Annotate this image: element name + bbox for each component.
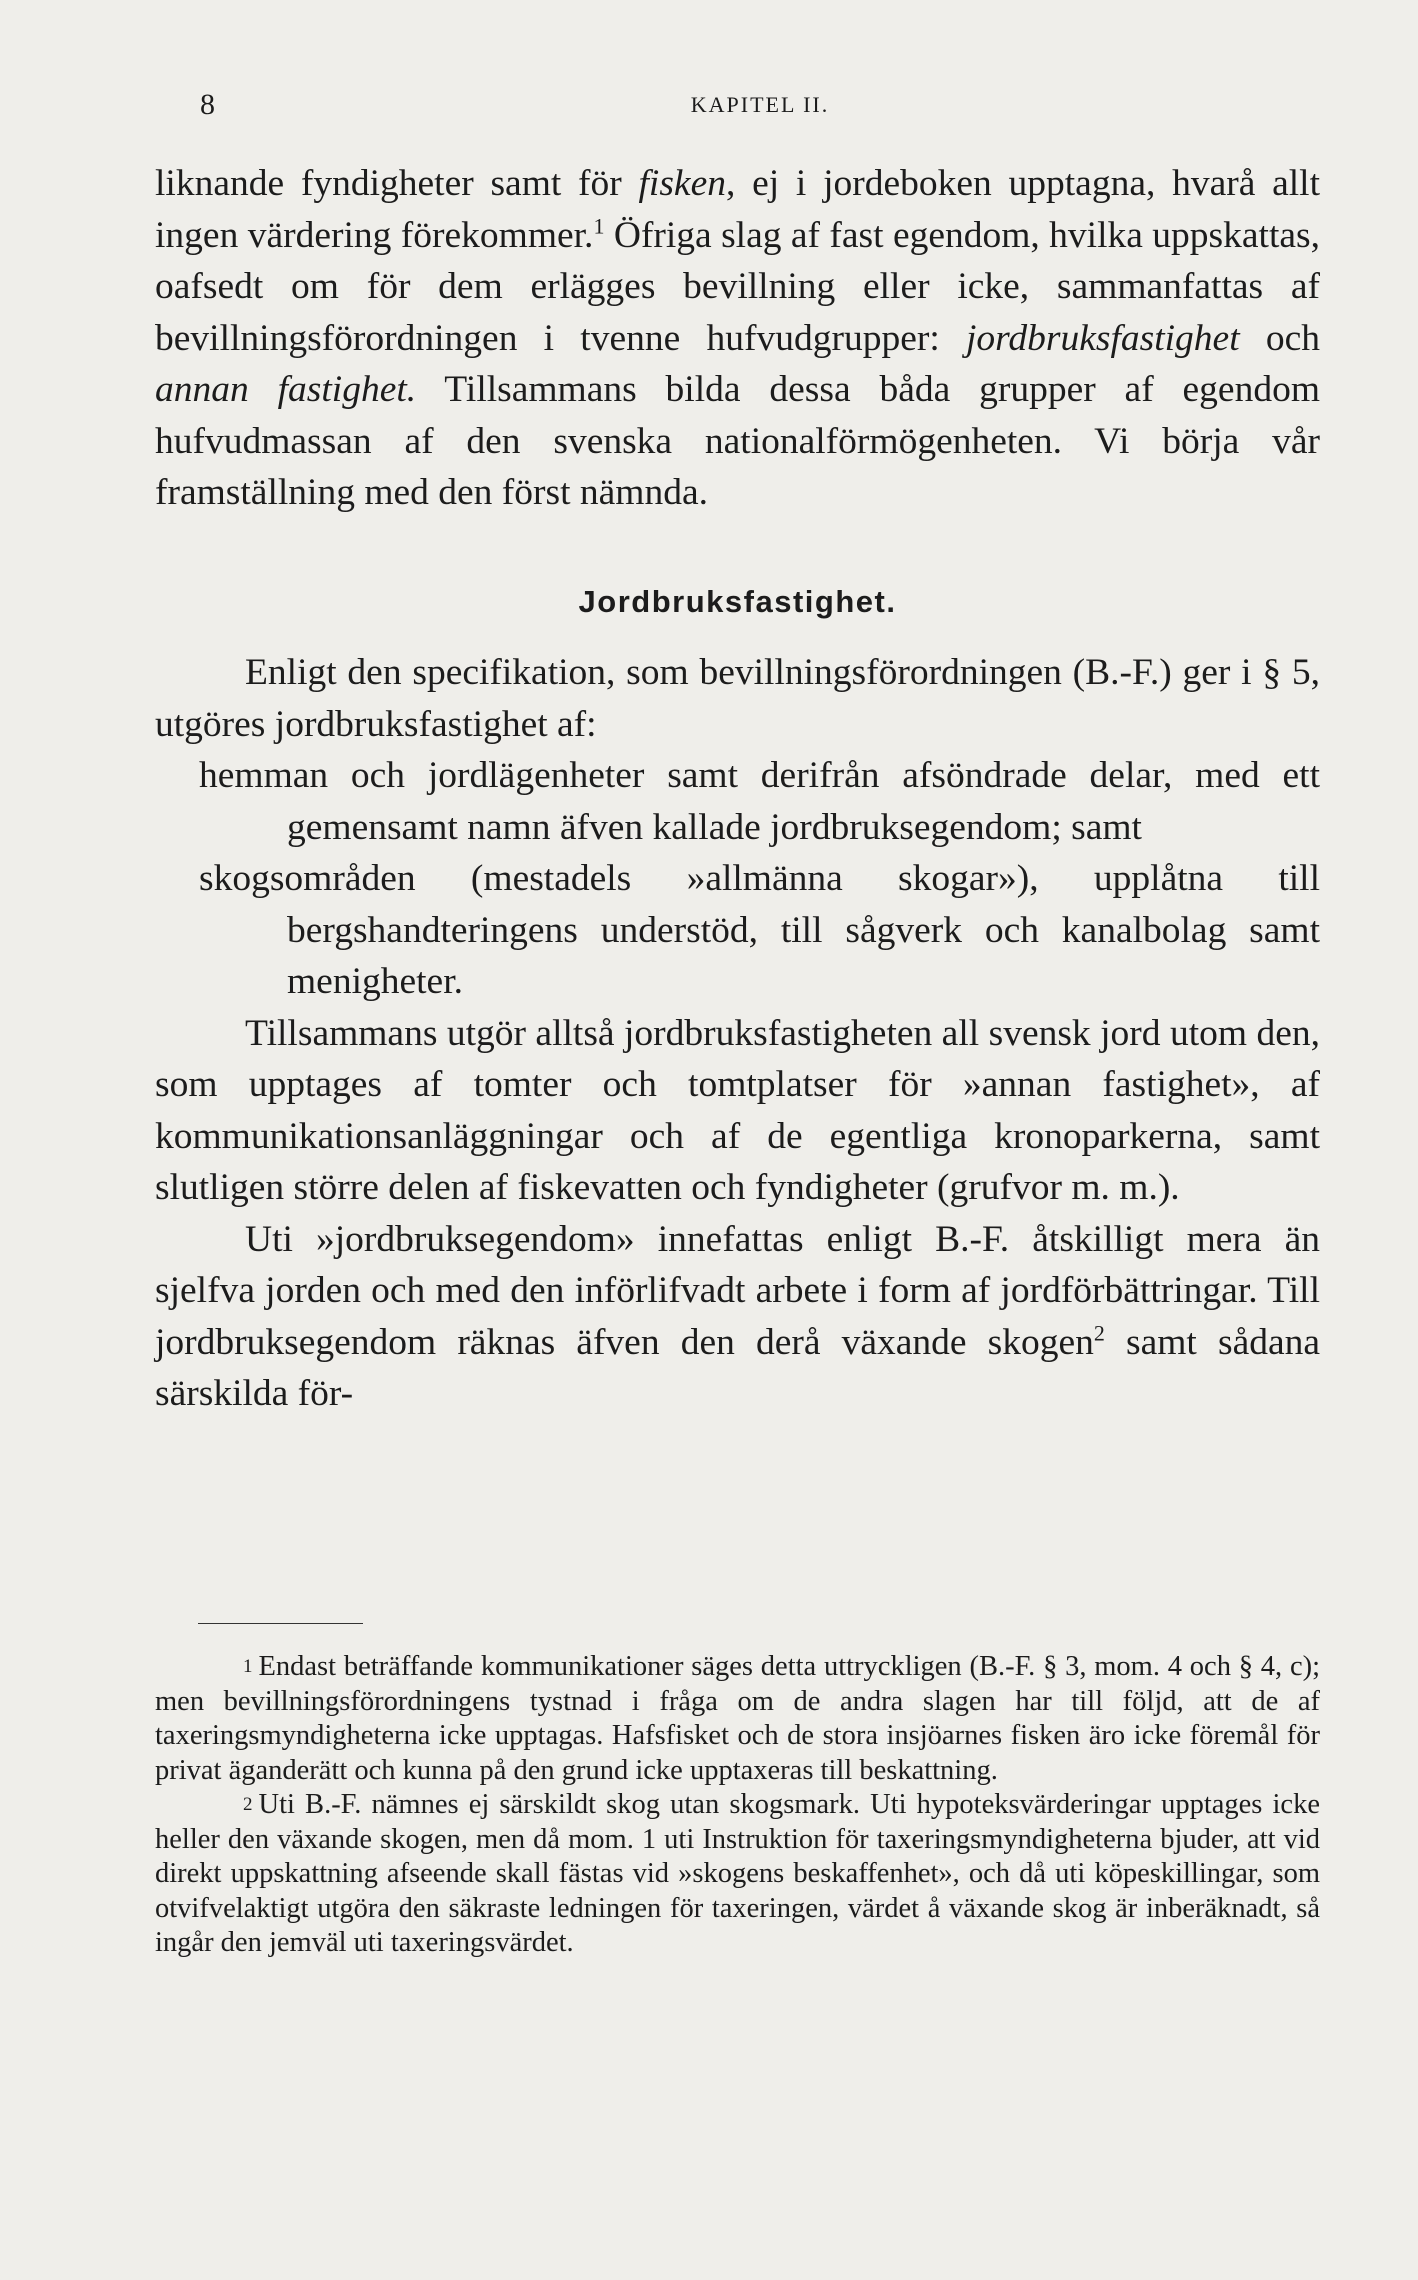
footnotes — [155, 1650, 1320, 1961]
main-text — [155, 158, 1320, 1420]
page-header — [200, 88, 1320, 128]
italic-term: fisken — [638, 163, 726, 204]
list-item: hemman och jordlägenheter samt derifrån afsöndrade delar, med ett gemensamt namn äfven kallade jordbruksegendom; samt — [199, 755, 1320, 848]
text-run: samt sådana särskilda för- — [155, 1321, 1320, 1414]
paragraph-specification: Enligt den specifikation, som bevillningsförordningen (B.-F.) ger i § 5, utgöres jordbruksfastighet af: — [155, 652, 1320, 745]
text-run: Öfriga slag af fast egendom, hvilka uppskattas, oafsedt om för dem erlägges bevillning eller icke, sammanfattas af bevillningsförordningen i tvenne hufvudgrupper: — [155, 214, 1320, 359]
footnote-text: Uti B.-F. nämnes ej särskildt skog utan skogsmark. Uti hypoteksvärderingar upptages icke heller den växande skogen, men då mom. 1 uti Instruktion för taxeringsmyndigheterna bjuder, att vid direkt uppskattning afseende skall fästas vid »skogens beskaffenhet», och då uti köpeskillingar, som otvifvelaktigt utgöra den säkraste ledningen för taxeringen, värdet å växande skog är inberäknadt, så ingår den jemväl uti taxeringsvärdet. — [155, 1789, 1320, 1958]
footnote — [155, 1650, 1320, 1788]
footnote-text: Endast beträffande kommunikationer säges detta uttryckligen (B.-F. § 3, mom. 4 och § 4, c); men bevillningsförordningens tystnad i fråga om de andra slagen har till följd, att de af taxeringsmyndigheterna icke upptagas. Hafsfisket och de stora insjöarnes fisken äro icke föremål för privat äganderätt och kunna på den grund icke upptaxeras till beskattning. — [155, 1651, 1320, 1786]
text-run: Uti »jordbruksegendom» innefattas enligt B.-F. åtskilligt mera än sjelfva jorden och med den införlifvadt arbete i form af jordförbättringar. Till jordbruksegendom räknas äfven den derå växande skogen — [155, 1218, 1320, 1363]
section-heading: Jordbruksfastighet. — [578, 583, 897, 619]
footnote-divider — [198, 1623, 363, 1624]
paragraph-egendom — [155, 1214, 1320, 1420]
italic-term: jordbruksfastighet — [966, 317, 1240, 359]
list-item: skogsområden (mestadels »allmänna skogar»), upplåtna till bergshandteringens understöd, till sågverk och kanalbolag samt menigheter. — [199, 858, 1320, 1002]
footnote — [155, 1788, 1320, 1961]
text-run: , ej i jordeboken upptagna, hvarå allt ingen värdering förekommer. — [155, 163, 1320, 256]
footnote-mark: 1 — [243, 1656, 253, 1677]
paragraph-summary: Tillsammans utgör alltså jordbruksfastigheten all svensk jord utom den, som upptages af tomter och tomtplatser för »annan fastighet», af kommunikationsanläggningar och af de egentliga kronoparkerna, samt slutligen större delen af fiskevatten och fyndigheter (grufvor m. m.). — [155, 1012, 1320, 1208]
text-run: och — [1239, 317, 1320, 359]
italic-term: annan fastighet. — [155, 369, 417, 410]
text-run: liknande fyndigheter samt för — [155, 163, 639, 204]
running-head: KAPITEL II. — [690, 92, 830, 117]
footnote-ref: 1 — [593, 213, 605, 238]
paragraph-intro — [155, 158, 1320, 519]
footnote-mark: 2 — [243, 1794, 253, 1815]
footnote-ref: 2 — [1093, 1320, 1105, 1345]
page-number: 8 — [200, 88, 215, 121]
text-run: Tillsammans bilda dessa båda grupper af egendom hufvudmassan af den svenska nationalförmögenheten. Vi börja vår framställning med den först nämnda. — [155, 369, 1320, 513]
